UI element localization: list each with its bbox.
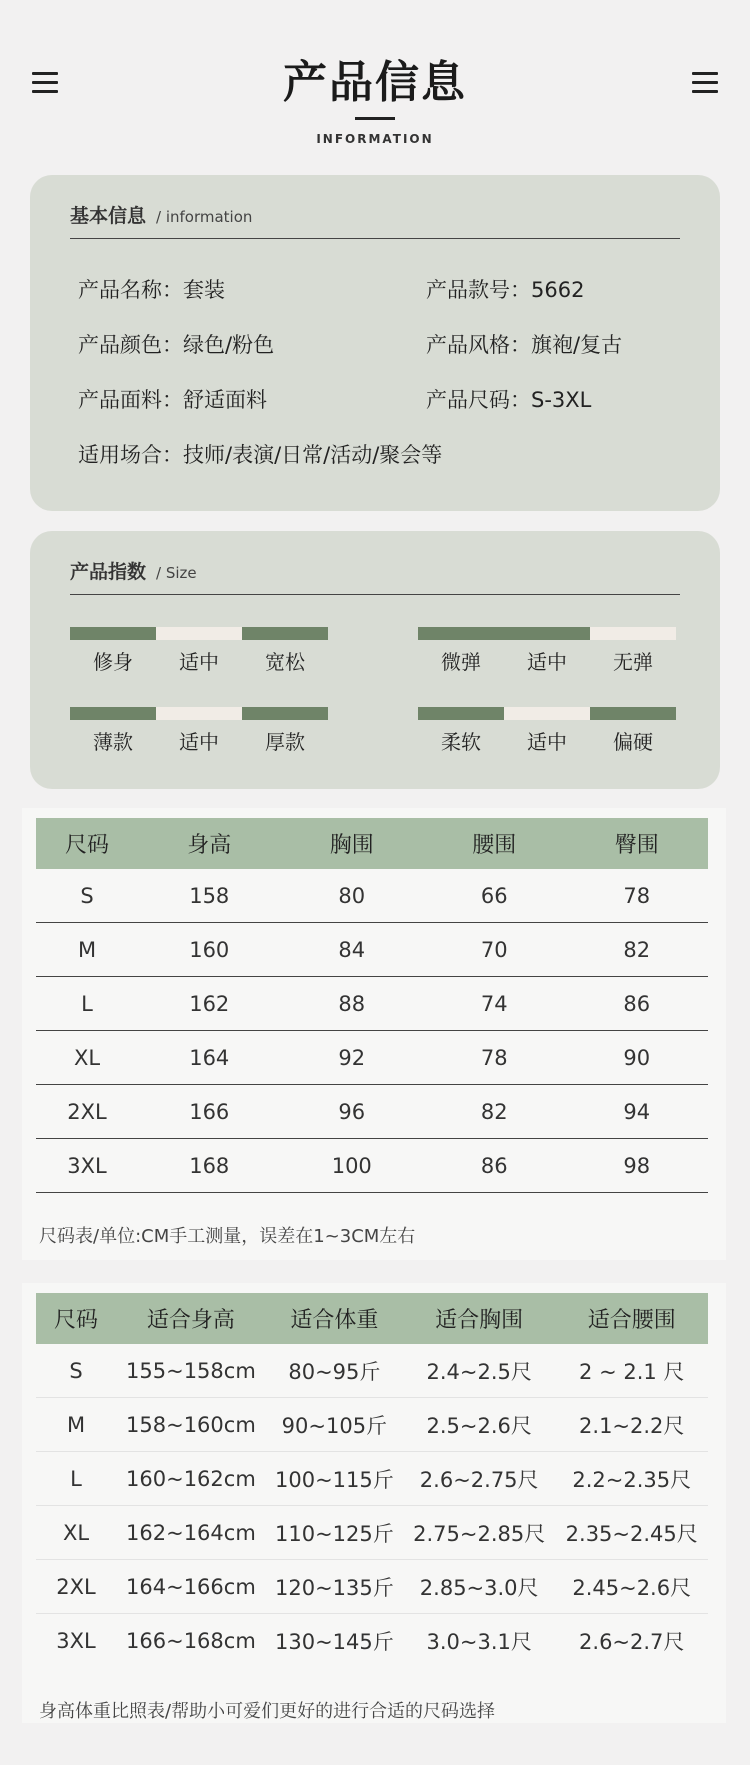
table-cell: 2.35~2.45尺 bbox=[555, 1506, 708, 1560]
info-product-code bbox=[426, 274, 584, 304]
table-cell: 88 bbox=[281, 977, 424, 1031]
table-row bbox=[36, 1139, 708, 1193]
info-label: 产品名称： bbox=[78, 278, 183, 302]
table-cell: 2.1~2.2尺 bbox=[555, 1398, 708, 1452]
table-cell: 2.5~2.6尺 bbox=[403, 1398, 556, 1452]
info-value: 套装 bbox=[183, 278, 225, 302]
table-header-row bbox=[36, 1293, 708, 1344]
scale-label: 修身 bbox=[93, 650, 133, 674]
info-label: 产品面料： bbox=[78, 388, 183, 412]
table-cell: 98 bbox=[566, 1139, 709, 1193]
scale-segment bbox=[242, 627, 328, 640]
basic-info-title: 基本信息 bbox=[70, 205, 147, 227]
size-index-heading bbox=[70, 557, 680, 595]
scale-bar bbox=[418, 627, 676, 640]
table-cell: 162~164cm bbox=[116, 1506, 266, 1560]
column-header: 身高 bbox=[138, 818, 281, 869]
column-header: 臀围 bbox=[566, 818, 709, 869]
scale-segment bbox=[70, 627, 156, 640]
column-header: 尺码 bbox=[36, 1293, 116, 1344]
table-cell: L bbox=[36, 977, 138, 1031]
info-value: 5662 bbox=[531, 278, 585, 302]
info-value: 舒适面料 bbox=[183, 388, 267, 412]
info-value: 绿色/粉色 bbox=[183, 333, 275, 357]
table-cell: L bbox=[36, 1452, 116, 1506]
column-header: 适合体重 bbox=[266, 1293, 403, 1344]
fit-table-panel bbox=[22, 1283, 726, 1723]
table-cell: 164 bbox=[138, 1031, 281, 1085]
table-cell: 2.6~2.7尺 bbox=[579, 1629, 685, 1654]
table-cell: 78 bbox=[423, 1031, 566, 1085]
column-header: 适合身高 bbox=[116, 1293, 266, 1344]
table-cell: 2.75~2.85尺 bbox=[403, 1506, 556, 1560]
table-cell: XL bbox=[36, 1031, 138, 1085]
scale-thickness bbox=[70, 707, 328, 755]
table-cell: 78 bbox=[566, 869, 709, 923]
page-title: 产品信息 bbox=[283, 57, 467, 108]
table-cell: 158 bbox=[138, 869, 281, 923]
info-occasion bbox=[78, 439, 442, 469]
table-cell: 96 bbox=[281, 1085, 424, 1139]
table-cell: 3XL bbox=[36, 1139, 138, 1193]
table-cell: 2XL bbox=[36, 1560, 116, 1614]
basic-info-card bbox=[30, 175, 720, 511]
table-cell: XL bbox=[36, 1506, 116, 1560]
table-cell: 90~105斤 bbox=[266, 1398, 403, 1452]
scale-bar bbox=[70, 627, 328, 640]
column-header: 适合腰围 bbox=[555, 1293, 708, 1344]
scale-label: 适中 bbox=[179, 650, 219, 674]
info-product-fabric bbox=[78, 384, 267, 414]
scale-bar bbox=[70, 707, 328, 720]
scale-segment bbox=[590, 627, 676, 640]
table-row bbox=[36, 977, 708, 1031]
table-cell: 92 bbox=[281, 1031, 424, 1085]
scale-segment bbox=[70, 707, 156, 720]
scale-segment bbox=[156, 627, 242, 640]
info-label: 产品风格： bbox=[426, 333, 531, 357]
table-cell: 3.0~3.1尺 bbox=[426, 1629, 532, 1654]
column-header: 适合胸围 bbox=[403, 1293, 556, 1344]
table-row bbox=[36, 1344, 708, 1398]
table-cell: 120~135斤 bbox=[266, 1560, 403, 1614]
table-cell: 94 bbox=[566, 1085, 709, 1139]
table-cell: 2.85~3.0尺 bbox=[403, 1560, 556, 1614]
info-label: 产品颜色： bbox=[78, 333, 183, 357]
table-cell: 90 bbox=[566, 1031, 709, 1085]
table-cell: M bbox=[36, 923, 138, 977]
scale-segment bbox=[156, 707, 242, 720]
scale-label: 微弹 bbox=[441, 650, 481, 674]
table-cell: 80 bbox=[281, 869, 424, 923]
info-product-color bbox=[78, 329, 274, 359]
column-header: 尺码 bbox=[36, 818, 138, 869]
size-table bbox=[36, 818, 708, 1193]
column-header: 胸围 bbox=[281, 818, 424, 869]
info-value: 技师/表演/日常/活动/聚会等 bbox=[183, 443, 443, 467]
table-cell: S bbox=[36, 1344, 116, 1398]
table-cell: 166 bbox=[138, 1085, 281, 1139]
table-row bbox=[36, 1614, 708, 1668]
info-label: 产品款号： bbox=[426, 278, 531, 302]
size-table-note: 尺码表/单位:CM手工测量，误差在1~3CM左右 bbox=[39, 1226, 416, 1247]
table-cell: 74 bbox=[423, 977, 566, 1031]
menu-icon-right[interactable] bbox=[692, 72, 718, 92]
scale-bar bbox=[418, 707, 676, 720]
scale-label: 适中 bbox=[179, 730, 219, 754]
scale-segment bbox=[418, 707, 504, 720]
table-cell: M bbox=[36, 1398, 116, 1452]
basic-info-heading bbox=[70, 201, 680, 239]
table-cell: 66 bbox=[423, 869, 566, 923]
scale-segment bbox=[504, 627, 590, 640]
fit-table bbox=[36, 1293, 708, 1667]
table-cell: 166~168cm bbox=[126, 1628, 256, 1653]
scale-softness bbox=[418, 707, 676, 755]
basic-info-subtitle: / information bbox=[156, 208, 253, 226]
table-cell: 2.45~2.6尺 bbox=[555, 1560, 708, 1614]
scale-label: 适中 bbox=[527, 650, 567, 674]
table-cell: 168 bbox=[138, 1139, 281, 1193]
table-cell: 2.4~2.5尺 bbox=[403, 1344, 556, 1398]
scale-label: 偏硬 bbox=[613, 730, 653, 754]
table-cell: 100~115斤 bbox=[266, 1452, 403, 1506]
scale-label: 薄款 bbox=[93, 730, 133, 754]
table-cell: 100 bbox=[281, 1139, 424, 1193]
scale-elasticity bbox=[418, 627, 676, 675]
info-label: 产品尺码： bbox=[426, 388, 531, 412]
table-row bbox=[36, 1031, 708, 1085]
table-row bbox=[36, 1398, 708, 1452]
table-cell: 84 bbox=[281, 923, 424, 977]
table-cell: 86 bbox=[566, 977, 709, 1031]
table-cell: 155~158cm bbox=[116, 1344, 266, 1398]
info-label: 适用场合： bbox=[78, 443, 183, 467]
scale-label: 柔软 bbox=[441, 730, 481, 754]
info-value: 旗袍/复古 bbox=[531, 333, 623, 357]
table-cell: 2.6~2.75尺 bbox=[403, 1452, 556, 1506]
table-row bbox=[36, 1085, 708, 1139]
table-cell: 70 bbox=[423, 923, 566, 977]
column-header: 腰围 bbox=[423, 818, 566, 869]
table-cell: 158~160cm bbox=[116, 1398, 266, 1452]
table-row bbox=[36, 1506, 708, 1560]
scale-label: 宽松 bbox=[265, 650, 305, 674]
size-index-card bbox=[30, 531, 720, 789]
table-cell: 86 bbox=[423, 1139, 566, 1193]
table-cell: 160~162cm bbox=[116, 1452, 266, 1506]
size-index-title: 产品指数 bbox=[70, 561, 147, 583]
info-value: S-3XL bbox=[531, 388, 592, 412]
table-cell: 2.2~2.35尺 bbox=[555, 1452, 708, 1506]
scale-segment bbox=[242, 707, 328, 720]
table-cell: 80~95斤 bbox=[266, 1344, 403, 1398]
table-cell: 162 bbox=[138, 977, 281, 1031]
scale-label: 无弹 bbox=[613, 650, 653, 674]
scale-label: 适中 bbox=[527, 730, 567, 754]
table-cell: 110~125斤 bbox=[266, 1506, 403, 1560]
table-cell: 164~166cm bbox=[116, 1560, 266, 1614]
table-row bbox=[36, 1452, 708, 1506]
table-row bbox=[36, 923, 708, 977]
table-cell: 130~145斤 bbox=[274, 1629, 394, 1654]
fit-table-note: 身高体重比照表/帮助小可爱们更好的进行合适的尺码选择 bbox=[39, 1701, 496, 1722]
table-header-row bbox=[36, 818, 708, 869]
size-index-subtitle: / Size bbox=[156, 564, 197, 582]
scale-segment bbox=[590, 707, 676, 720]
scale-segment bbox=[418, 627, 504, 640]
table-cell: 2XL bbox=[36, 1085, 138, 1139]
info-product-size bbox=[426, 384, 591, 414]
table-cell: 82 bbox=[566, 923, 709, 977]
info-product-style bbox=[426, 329, 622, 359]
info-product-name bbox=[78, 274, 225, 304]
table-cell: S bbox=[36, 869, 138, 923]
table-cell: 82 bbox=[423, 1085, 566, 1139]
size-table-panel bbox=[22, 808, 726, 1260]
scale-segment bbox=[504, 707, 590, 720]
scale-fit bbox=[70, 627, 328, 675]
scale-label: 厚款 bbox=[265, 730, 305, 754]
page-subtitle: INFORMATION bbox=[316, 132, 434, 146]
title-divider bbox=[355, 117, 395, 120]
table-cell: 160 bbox=[138, 923, 281, 977]
table-cell: 2 ~ 2.1 尺 bbox=[555, 1344, 708, 1398]
table-row bbox=[36, 1560, 708, 1614]
table-row bbox=[36, 869, 708, 923]
table-cell: 3XL bbox=[56, 1628, 96, 1653]
